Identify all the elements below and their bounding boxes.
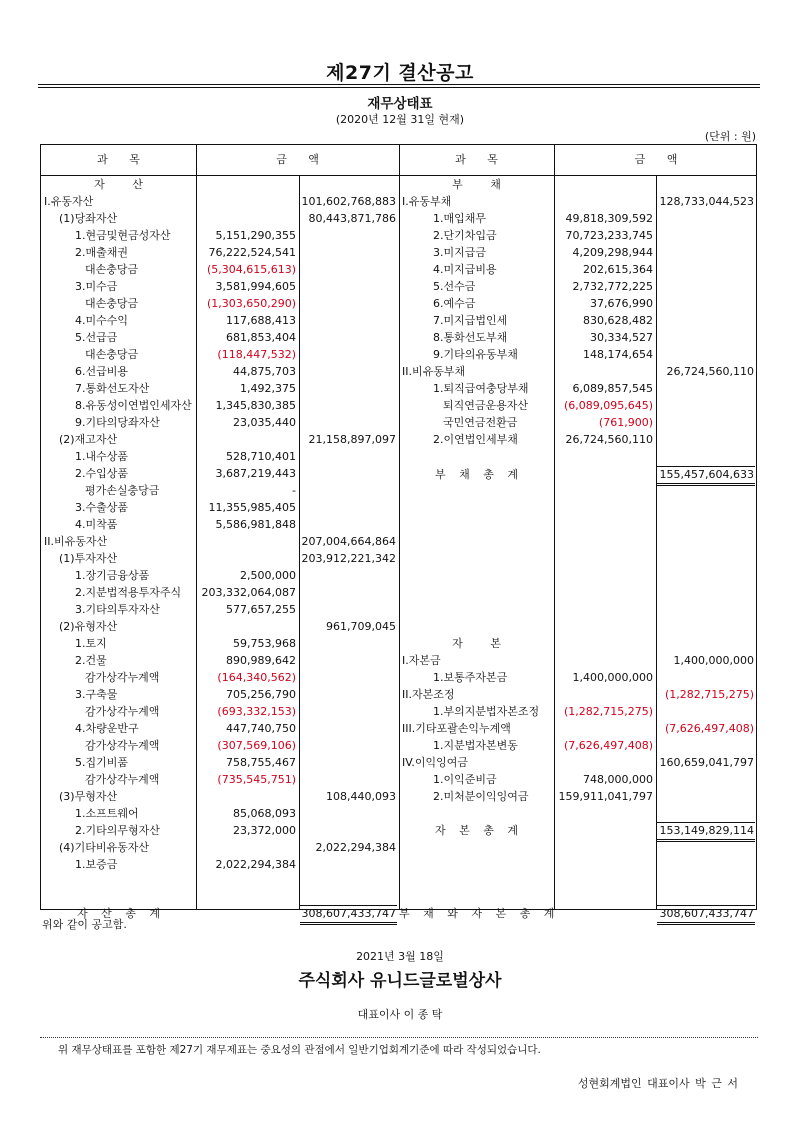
asset-row-amount-subtotal: 203,912,221,342 xyxy=(301,552,396,565)
asset-row-amount-detail: (693,332,153) xyxy=(217,705,296,718)
total-double-rule xyxy=(657,839,755,842)
asset-row-label: 2.수입상품 xyxy=(75,467,128,480)
assets-total-label: 자 산 총 계 xyxy=(77,907,160,920)
grand-total-value: 308,607,433,747 xyxy=(659,907,754,920)
total-double-rule xyxy=(657,483,755,486)
liability-row-amount-detail: 37,676,990 xyxy=(590,297,653,310)
liability-row-label: 1.매입채무 xyxy=(433,212,486,225)
asset-row-label: (1)투자자산 xyxy=(59,552,118,565)
asset-row-amount-detail: 44,875,703 xyxy=(233,365,296,378)
liability-row-label: 2.단기차입금 xyxy=(433,229,497,242)
asset-row-label: 1.토지 xyxy=(75,637,107,650)
liability-row-label: 7.미지급법인세 xyxy=(433,314,508,327)
announcement-date: 2021년 3월 18일 xyxy=(356,950,444,963)
header-amount-left: 금 액 xyxy=(276,153,319,166)
header-amount-right: 금 액 xyxy=(634,153,678,166)
asset-row-label: 3.수출상품 xyxy=(75,501,128,514)
statement-title: 재무상태표 xyxy=(367,96,433,112)
col-divider xyxy=(399,145,400,909)
asset-row-amount-detail: 447,740,750 xyxy=(226,722,296,735)
liability-row-amount-detail: 49,818,309,592 xyxy=(565,212,653,225)
asset-row-label: 감가상각누계액 xyxy=(85,671,160,684)
equity-row-amount-detail: 748,000,000 xyxy=(583,773,653,786)
asset-row-amount-detail: 758,755,467 xyxy=(226,756,296,769)
total-double-rule xyxy=(657,922,755,925)
liability-row-amount-detail: 2,732,772,225 xyxy=(572,280,653,293)
asset-row-label: 3.구축물 xyxy=(75,688,118,701)
asset-row-label: 4.미수수익 xyxy=(75,314,128,327)
asset-row-label: I.유동자산 xyxy=(44,195,94,208)
audit-note: 위 재무상태표를 포함한 제27기 재무제표는 중요성의 관점에서 일반기업회계기준에 따라 작성되었습니다. xyxy=(58,1044,541,1056)
asset-row-label: 4.미착품 xyxy=(75,518,118,531)
asset-row-label: 7.통화선도자산 xyxy=(75,382,150,395)
liability-row-label: 6.예수금 xyxy=(433,297,476,310)
closing-statement: 위와 같이 공고함. xyxy=(42,918,127,931)
equity-row-amount-detail: (1,282,715,275) xyxy=(563,705,653,718)
asset-row-amount-detail: 23,035,440 xyxy=(233,416,296,429)
equity-row-label: 1.부의지분법자본조정 xyxy=(433,705,540,718)
page-title: 제27기 결산공고 xyxy=(326,62,474,84)
asset-row-label: (2)유형자산 xyxy=(59,620,118,633)
grand-total-label: 부 채 와 자 본 총 계 xyxy=(399,907,555,920)
asset-row-amount-detail: 528,710,401 xyxy=(226,450,296,463)
asset-row-label: 2.기타의무형자산 xyxy=(75,824,160,837)
unit-label: (단위 : 원) xyxy=(704,130,756,143)
asset-row-label: 2.매출채권 xyxy=(75,246,128,259)
liabilities-total-label: 부 채 총 계 xyxy=(435,468,518,481)
header-subject-right: 과 목 xyxy=(455,153,498,166)
equity-row-label: II.자본조정 xyxy=(402,688,455,701)
asset-row-label: 대손충당금 xyxy=(85,348,139,361)
liability-row-label: II.비유동부채 xyxy=(402,365,466,378)
asset-row-label: II.비유동자산 xyxy=(44,535,108,548)
asset-row-amount-detail: (164,340,562) xyxy=(217,671,296,684)
equity-row-label: 2.미처분이익잉여금 xyxy=(433,790,529,803)
liability-row-amount-subtotal: 128,733,044,523 xyxy=(659,195,754,208)
asset-row-label: 1.현금및현금성자산 xyxy=(75,229,171,242)
assets-total-value: 308,607,433,747 xyxy=(301,907,396,920)
total-underline xyxy=(657,822,755,823)
asset-row-label: 평가손실충당금 xyxy=(85,484,160,497)
equity-row-amount-detail: 1,400,000,000 xyxy=(572,671,653,684)
asset-row-amount-subtotal: 80,443,871,786 xyxy=(308,212,396,225)
asset-row-label: 9.기타의당좌자산 xyxy=(75,416,160,429)
asset-row-amount-detail: 11,355,985,405 xyxy=(208,501,296,514)
dotted-divider xyxy=(40,1037,758,1038)
equity-row-label: III.기타포괄손익누계액 xyxy=(402,722,511,735)
asset-row-label: 8.유동성이연법인세자산 xyxy=(75,399,192,412)
liability-row-amount-subtotal: 26,724,560,110 xyxy=(666,365,754,378)
asset-row-amount-detail: 1,492,375 xyxy=(240,382,296,395)
asset-row-amount-detail: 5,586,981,848 xyxy=(215,518,296,531)
liability-row-amount-detail: 4,209,298,944 xyxy=(572,246,653,259)
total-underline xyxy=(657,905,755,906)
equity-row-label: 1.지분법자본변동 xyxy=(433,739,518,752)
total-underline xyxy=(300,905,397,906)
liability-row-label: 1.퇴직급여충당부채 xyxy=(433,382,529,395)
asset-row-amount-detail: 705,256,790 xyxy=(226,688,296,701)
asset-row-label: 5.집기비품 xyxy=(75,756,128,769)
asset-row-label: 1.소프트웨어 xyxy=(75,807,139,820)
equity-total-label: 자 본 총 계 xyxy=(435,824,518,837)
asset-row-amount-detail: 890,989,642 xyxy=(226,654,296,667)
asset-row-amount-subtotal: 21,158,897,097 xyxy=(308,433,396,446)
equity-row-label: IV.이익잉여금 xyxy=(402,756,468,769)
asset-row-label: 대손충당금 xyxy=(85,297,139,310)
asset-row-label: 2.건물 xyxy=(75,654,107,667)
liability-row-amount-detail: 148,174,654 xyxy=(583,348,653,361)
asset-row-label: (3)무형자산 xyxy=(59,790,118,803)
liability-row-amount-detail: 830,628,482 xyxy=(583,314,653,327)
col-divider xyxy=(656,175,657,909)
asset-row-amount-detail: 5,151,290,355 xyxy=(215,229,296,242)
asset-row-label: (4)기타비유동자산 xyxy=(59,841,149,854)
section-equity: 자 본 xyxy=(452,637,501,650)
asset-row-label: 3.기타의투자자산 xyxy=(75,603,160,616)
liability-row-label: 국민연금전환금 xyxy=(443,416,518,429)
auditor-name: 성현회계법인 대표이사 박 근 서 xyxy=(577,1077,738,1090)
liability-row-label: 2.이연법인세부채 xyxy=(433,433,518,446)
company-name: 주식회사 유니드글로벌상사 xyxy=(298,971,502,991)
ceo-name: 대표이사 이 종 탁 xyxy=(357,1008,443,1021)
asset-row-amount-detail: (118,447,532) xyxy=(217,348,296,361)
asset-row-label: 1.내수상품 xyxy=(75,450,128,463)
liability-row-amount-detail: 70,723,233,745 xyxy=(565,229,653,242)
equity-row-label: 1.이익준비금 xyxy=(433,773,497,786)
asset-row-label: (2)재고자산 xyxy=(59,433,118,446)
balance-sheet-table xyxy=(40,144,757,920)
total-double-rule xyxy=(300,922,397,925)
title-double-rule xyxy=(38,84,760,88)
liability-row-label: I.유동부채 xyxy=(402,195,452,208)
asset-row-label: 6.선급비용 xyxy=(75,365,128,378)
asset-row-label: 대손충당금 xyxy=(85,263,139,276)
liabilities-total-value: 155,457,604,633 xyxy=(659,468,754,481)
liability-row-label: 8.통화선도부채 xyxy=(433,331,508,344)
equity-total-value: 153,149,829,114 xyxy=(659,824,754,837)
asset-row-amount-detail: 203,332,064,087 xyxy=(201,586,296,599)
section-assets: 자 산 xyxy=(94,178,143,191)
asset-row-label: 1.장기금융상품 xyxy=(75,569,150,582)
asset-row-label: 1.보증금 xyxy=(75,858,118,871)
asset-row-amount-detail: (5,304,615,613) xyxy=(206,263,296,276)
asset-row-amount-detail: (735,545,751) xyxy=(217,773,296,786)
equity-row-amount-subtotal: 160,659,041,797 xyxy=(659,756,754,769)
equity-row-amount-subtotal: (7,626,497,408) xyxy=(664,722,754,735)
equity-row-label: I.자본금 xyxy=(402,654,441,667)
asset-row-label: 감가상각누계액 xyxy=(85,705,160,718)
equity-row-label: 1.보통주자본금 xyxy=(433,671,508,684)
statement-date: (2020년 12월 31일 현재) xyxy=(335,113,465,126)
liability-row-label: 9.기타의유동부채 xyxy=(433,348,518,361)
equity-row-amount-detail: 159,911,041,797 xyxy=(558,790,653,803)
asset-row-label: 감가상각누계액 xyxy=(85,773,160,786)
liability-row-label: 4.미지급비용 xyxy=(433,263,497,276)
asset-row-amount-subtotal: 108,440,093 xyxy=(326,790,396,803)
asset-row-amount-detail: 3,687,219,443 xyxy=(215,467,296,480)
asset-row-label: 4.차량운반구 xyxy=(75,722,139,735)
liability-row-label: 퇴직연금운용자산 xyxy=(443,399,529,412)
asset-row-label: 감가상각누계액 xyxy=(85,739,160,752)
asset-row-amount-subtotal: 961,709,045 xyxy=(326,620,396,633)
asset-row-amount-detail: 2,500,000 xyxy=(240,569,296,582)
asset-row-label: (1)당좌자산 xyxy=(59,212,118,225)
asset-row-label: 2.지분법적용투자주식 xyxy=(75,586,182,599)
asset-row-amount-detail: 23,372,000 xyxy=(233,824,296,837)
liability-row-label: 3.미지급금 xyxy=(433,246,486,259)
liability-row-amount-detail: 6,089,857,545 xyxy=(572,382,653,395)
liability-row-amount-detail: (6,089,095,645) xyxy=(563,399,653,412)
liability-row-amount-detail: 202,615,364 xyxy=(583,263,653,276)
asset-row-amount-detail: 2,022,294,384 xyxy=(215,858,296,871)
asset-row-amount-subtotal: 101,602,768,883 xyxy=(301,195,396,208)
liability-row-amount-detail: 30,334,527 xyxy=(590,331,653,344)
equity-row-amount-subtotal: 1,400,000,000 xyxy=(673,654,754,667)
asset-row-amount-detail: 681,853,404 xyxy=(226,331,296,344)
asset-row-amount-detail: 1,345,830,385 xyxy=(215,399,296,412)
asset-row-amount-detail: 577,657,255 xyxy=(226,603,296,616)
total-underline xyxy=(657,466,755,467)
asset-row-amount-detail: - xyxy=(292,484,296,497)
asset-row-amount-detail: (307,569,106) xyxy=(217,739,296,752)
asset-row-amount-detail: 76,222,524,541 xyxy=(208,246,296,259)
asset-row-amount-detail: 59,753,968 xyxy=(233,637,296,650)
liability-row-label: 5.선수금 xyxy=(433,280,476,293)
asset-row-amount-detail: 3,581,994,605 xyxy=(215,280,296,293)
asset-row-amount-subtotal: 207,004,664,864 xyxy=(301,535,396,548)
asset-row-amount-subtotal: 2,022,294,384 xyxy=(315,841,396,854)
equity-row-amount-detail: (7,626,497,408) xyxy=(563,739,653,752)
liability-row-amount-detail: (761,900) xyxy=(598,416,653,429)
asset-row-label: 3.미수금 xyxy=(75,280,118,293)
section-liabilities: 부 채 xyxy=(452,178,501,191)
asset-row-amount-detail: 117,688,413 xyxy=(226,314,296,327)
equity-row-amount-subtotal: (1,282,715,275) xyxy=(664,688,754,701)
header-subject-left: 과 목 xyxy=(97,153,140,166)
asset-row-amount-detail: (1,303,650,290) xyxy=(206,297,296,310)
liability-row-amount-detail: 26,724,560,110 xyxy=(565,433,653,446)
asset-row-label: 5.선급금 xyxy=(75,331,118,344)
asset-row-amount-detail: 85,068,093 xyxy=(233,807,296,820)
